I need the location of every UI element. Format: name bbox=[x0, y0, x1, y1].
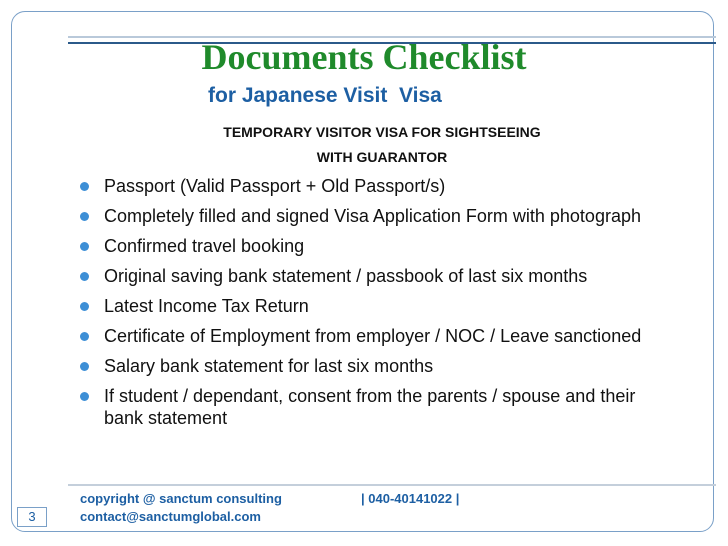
slide-title-text: Documents Checklist bbox=[201, 37, 527, 77]
bullet-icon bbox=[80, 242, 89, 251]
bullet-icon bbox=[80, 332, 89, 341]
slide-subtitle: for Japanese Visit Visa bbox=[208, 84, 442, 107]
bullet-icon bbox=[80, 182, 89, 191]
bullet-icon bbox=[80, 302, 89, 311]
list-item bbox=[80, 295, 670, 317]
bullet-icon bbox=[80, 392, 89, 401]
checklist bbox=[80, 175, 670, 437]
page-number: 3 bbox=[17, 507, 47, 527]
footer-email: contact@sanctumglobal.com bbox=[80, 509, 261, 524]
visa-type-line1: TEMPORARY VISITOR VISA FOR SIGHTSEEING bbox=[223, 124, 541, 140]
footer-phone: | 040-40141022 | bbox=[361, 491, 460, 506]
list-item-text: Confirmed travel booking bbox=[104, 236, 305, 256]
list-item-text: Original saving bank statement / passbook of last six months bbox=[104, 266, 588, 286]
list-item-text: Certificate of Employment from employer / NOC / Leave sanctioned bbox=[104, 326, 642, 346]
slide-title bbox=[0, 36, 728, 78]
list-item-text: Salary bank statement for last six months bbox=[104, 356, 434, 376]
list-item-text: Passport (Valid Passport + Old Passport/s) bbox=[104, 176, 446, 196]
bullet-icon bbox=[80, 212, 89, 221]
list-item bbox=[80, 175, 670, 197]
list-item bbox=[80, 265, 670, 287]
list-item bbox=[80, 355, 670, 377]
visa-type-line2: WITH GUARANTOR bbox=[316, 149, 448, 165]
list-item-text: If student / dependant, consent from the parents / spouse and their bank statement bbox=[104, 386, 636, 428]
list-item bbox=[80, 235, 670, 257]
bullet-icon bbox=[80, 272, 89, 281]
bullet-icon bbox=[80, 362, 89, 371]
footer bbox=[80, 490, 460, 526]
list-item bbox=[80, 325, 670, 347]
list-item bbox=[80, 385, 670, 429]
list-item-text: Latest Income Tax Return bbox=[104, 296, 309, 316]
list-item bbox=[80, 205, 670, 227]
footer-rule bbox=[68, 484, 716, 486]
list-item-text: Completely filled and signed Visa Application Form with photograph bbox=[104, 206, 641, 226]
footer-copyright: copyright @ sanctum consulting bbox=[80, 491, 282, 506]
